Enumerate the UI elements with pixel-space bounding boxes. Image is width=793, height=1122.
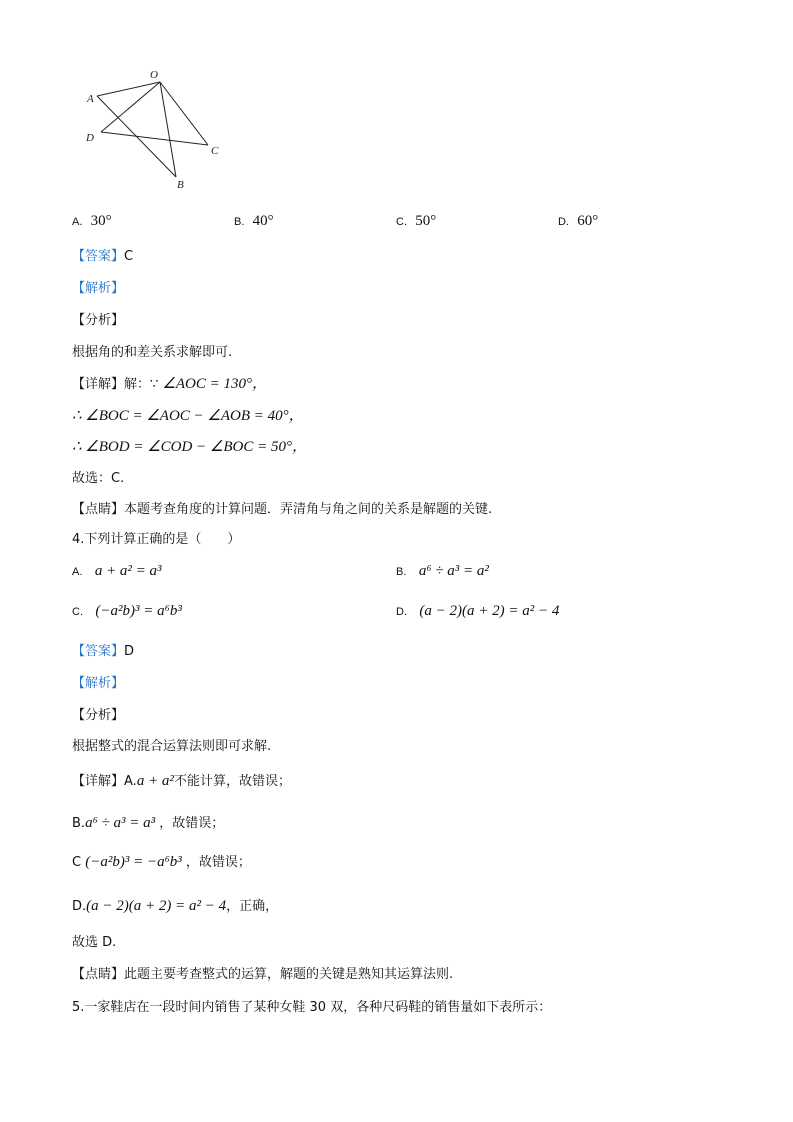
q3-math-line2: ∴ ∠BOC = ∠AOC − ∠AOB = 40°，: [72, 408, 304, 424]
q4-detail-tag: 【详解】: [72, 774, 125, 789]
q3-answer-tag: 【答案】: [72, 249, 125, 264]
q4-comment-text: 此题主要考查整式的运算，解题的关键是熟知其运算法则.: [124, 967, 454, 982]
q4-detail-a-prefix: A.: [124, 774, 137, 789]
q3-answer: [72, 245, 133, 264]
q3-option-d-value: 60°: [577, 213, 599, 229]
q4-detail-b-text: ，故错误；: [159, 816, 225, 831]
q3-option-c-letter: C.: [396, 216, 407, 228]
q4-detail-d-text: ，正确，: [226, 899, 279, 914]
q3-comment-tag: 【点睛】: [72, 502, 125, 517]
q4-fenxi-text: 根据整式的混合运算法则即可求解.: [72, 739, 272, 754]
label-d: D: [86, 132, 94, 144]
q4-option-d-value: (a − 2)(a + 2) = a² − 4: [419, 603, 560, 619]
q3-fenxi-text: 根据角的和差关系求解即可.: [72, 345, 233, 360]
q4-option-a-letter: A.: [72, 566, 83, 578]
segment-od: [101, 82, 160, 132]
q4-option-d: [396, 603, 559, 620]
q3-option-c-value: 50°: [415, 213, 437, 229]
q4-option-c-value: (−a²b)³ = a⁶b³: [95, 603, 182, 619]
label-b: B: [177, 179, 184, 191]
q3-comment: [72, 498, 492, 517]
q3-detail-line3: [72, 435, 307, 456]
q4-detail-a-text: 不能计算，故错误；: [173, 774, 291, 789]
q4-option-c-letter: C.: [72, 606, 83, 618]
q3-comment-text: 本题考查角度的计算问题．弄清角与角之间的关系是解题的关键.: [124, 502, 493, 517]
q3-math-line1: ∠AOC = 130°，: [162, 376, 267, 392]
q3-detail-line2: [72, 404, 304, 425]
q3-answer-value: C: [124, 249, 134, 264]
q3-option-b-letter: B.: [234, 216, 245, 228]
q3-option-a: [72, 213, 112, 230]
q4-fenxi-tag: 【分析】: [72, 708, 125, 723]
q3-fenxi-tag: 【分析】: [72, 313, 125, 328]
q5-stem: 5.一家鞋店在一段时间内销售了某种女鞋 30 双，各种尺码鞋的销售量如下表所示：: [72, 1000, 552, 1015]
q4-option-c: [72, 603, 182, 620]
label-a: A: [87, 93, 94, 105]
q4-stem: 4.下列计算正确的是（ ）: [72, 532, 241, 547]
segment-oa: [97, 82, 160, 96]
q4-option-b: [396, 563, 489, 580]
q4-detail-d-prefix: D.: [72, 899, 87, 914]
q3-analysis-tag: 【解析】: [72, 281, 125, 296]
q3-detail-line1: [72, 372, 267, 393]
q4-answer: [72, 640, 134, 659]
q4-detail-c-prefix: C: [72, 855, 82, 870]
q4-option-a-value: a + a² = a³: [94, 563, 162, 579]
label-o: O: [150, 69, 158, 81]
q4-detail-b-prefix: B.: [72, 816, 86, 831]
q4-answer-tag: 【答案】: [72, 644, 125, 659]
q3-detail-tag: 【详解】: [72, 377, 125, 392]
label-c: C: [211, 145, 219, 157]
q4-comment: [72, 963, 453, 982]
q4-detail-b: [72, 812, 224, 832]
q4-detail-a: [72, 770, 291, 790]
q3-option-b: [234, 213, 274, 230]
q3-option-c: [396, 213, 436, 230]
q4-answer-value: D: [124, 644, 135, 659]
segment-oc: [160, 82, 208, 145]
q4-option-b-value: a⁶ ÷ a³ = a²: [418, 563, 489, 579]
q3-math-line3: ∴ ∠BOD = ∠COD − ∠BOC = 50°，: [72, 439, 307, 455]
segment-dc: [101, 132, 208, 145]
q4-detail-c: [72, 851, 251, 871]
q4-detail-a-math: a + a²: [136, 773, 174, 789]
q4-choose: 故选 D.: [72, 935, 117, 950]
angle-diagram: [80, 62, 230, 192]
q3-option-b-value: 40°: [252, 213, 274, 229]
q4-detail-c-text: ，故错误；: [185, 855, 251, 870]
q4-option-d-letter: D.: [396, 606, 407, 618]
q4-option-b-letter: B.: [396, 566, 407, 578]
q3-choose: 故选：C.: [72, 471, 125, 486]
q3-option-a-value: 30°: [90, 213, 112, 229]
q4-detail-b-math: a⁶ ÷ a³ = a³: [85, 815, 156, 831]
q3-detail-prefix: 解：∵: [124, 377, 163, 392]
q4-detail-c-math: (−a²b)³ = −a⁶b³: [85, 854, 182, 870]
q3-option-d: [558, 213, 598, 230]
q3-option-d-letter: D.: [558, 216, 569, 228]
q4-option-a: [72, 563, 162, 580]
q3-option-a-letter: A.: [72, 216, 83, 228]
q4-detail-d: [72, 895, 278, 915]
q4-comment-tag: 【点睛】: [72, 967, 125, 982]
q4-analysis-tag: 【解析】: [72, 676, 125, 691]
q4-detail-d-math: (a − 2)(a + 2) = a² − 4: [86, 898, 227, 914]
